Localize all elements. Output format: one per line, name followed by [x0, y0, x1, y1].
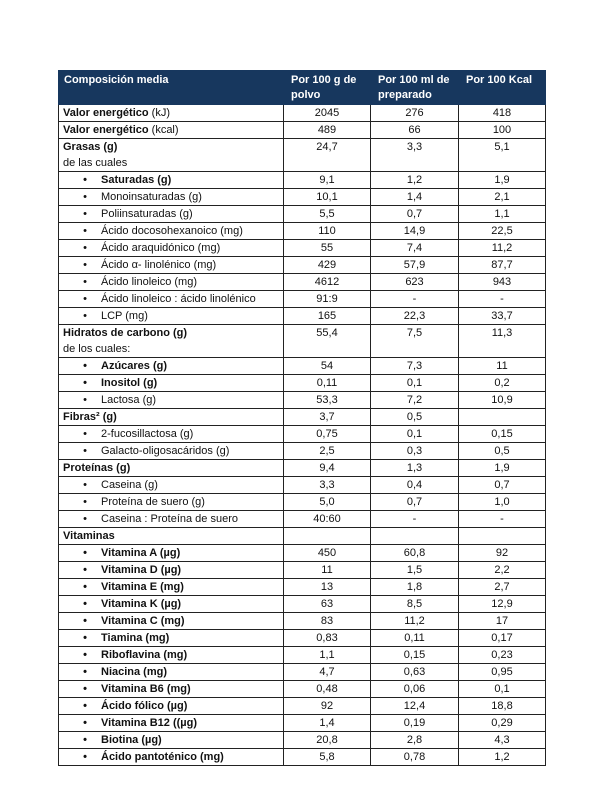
row-label: Valor energético [63, 124, 149, 136]
bullet-icon: • [83, 717, 87, 729]
row-label: Tiamina (mg) [101, 632, 170, 644]
value-per-100kcal: 0,5 [459, 443, 546, 460]
row-label: Vitamina C (mg) [101, 615, 185, 627]
value-per-100kcal: 0,23 [459, 647, 546, 664]
value-per-100ml: 0,78 [371, 749, 459, 766]
value-per-100g: 9,1 [284, 172, 371, 189]
bullet-icon: • [83, 751, 87, 763]
row-label-cell [59, 732, 284, 749]
row-sublabel: de las cuales [63, 157, 128, 169]
value-per-100g: 91:9 [284, 291, 371, 308]
header-per-100ml-prepared: Por 100 ml de preparado [371, 71, 459, 105]
row-label: Saturadas (g) [101, 174, 172, 186]
table-row [59, 596, 546, 613]
value-per-100g: 92 [284, 698, 371, 715]
row-label-cell [59, 257, 284, 274]
row-label-cell [59, 596, 284, 613]
table-header [59, 71, 546, 105]
value-per-100g: 55,4 [284, 325, 371, 358]
row-label-cell [59, 545, 284, 562]
value-per-100kcal: 418 [459, 105, 546, 122]
value-per-100g: 20,8 [284, 732, 371, 749]
row-label: Ácido docosohexanoico (mg) [101, 225, 243, 237]
row-label-cell [59, 409, 284, 426]
bullet-icon: • [83, 496, 87, 508]
row-label-cell [59, 172, 284, 189]
value-per-100g: 83 [284, 613, 371, 630]
row-label-cell [59, 291, 284, 308]
value-per-100g: 24,7 [284, 139, 371, 172]
table-row [59, 698, 546, 715]
table-row [59, 392, 546, 409]
value-per-100ml: 1,2 [371, 172, 459, 189]
row-label-cell [59, 122, 284, 139]
value-per-100g: 1,4 [284, 715, 371, 732]
value-per-100ml: 7,5 [371, 325, 459, 358]
value-per-100ml: 0,7 [371, 494, 459, 511]
value-per-100ml: 1,3 [371, 460, 459, 477]
value-per-100ml: 0,63 [371, 664, 459, 681]
row-label: Caseina : Proteína de suero [101, 513, 238, 525]
row-label: Valor energético [63, 107, 149, 119]
value-per-100g: 53,3 [284, 392, 371, 409]
table-row [59, 223, 546, 240]
row-label-cell [59, 647, 284, 664]
value-per-100ml: 1,8 [371, 579, 459, 596]
value-per-100ml: 0,7 [371, 206, 459, 223]
bullet-icon: • [83, 191, 87, 203]
row-label-cell [59, 206, 284, 223]
value-per-100kcal: 18,8 [459, 698, 546, 715]
row-label-cell [59, 308, 284, 325]
value-per-100ml: 2,8 [371, 732, 459, 749]
row-label-cell [59, 240, 284, 257]
header-composition: Composición media [59, 71, 284, 105]
value-per-100kcal: 1,0 [459, 494, 546, 511]
table-row [59, 172, 546, 189]
row-label-cell [59, 715, 284, 732]
value-per-100ml: 7,2 [371, 392, 459, 409]
value-per-100kcal [459, 409, 546, 426]
bullet-icon: • [83, 547, 87, 559]
value-per-100ml: 3,3 [371, 139, 459, 172]
row-label-cell [59, 274, 284, 291]
table-row [59, 257, 546, 274]
row-label: Ácido linoleico (mg) [101, 276, 197, 288]
value-per-100kcal: - [459, 291, 546, 308]
value-per-100g: 63 [284, 596, 371, 613]
table-row [59, 139, 546, 172]
table-row [59, 460, 546, 477]
value-per-100ml: 57,9 [371, 257, 459, 274]
table-row [59, 274, 546, 291]
value-per-100kcal: 1,2 [459, 749, 546, 766]
table-row [59, 409, 546, 426]
value-per-100ml: 0,3 [371, 443, 459, 460]
row-label-cell [59, 460, 284, 477]
table-row [59, 664, 546, 681]
value-per-100kcal: 87,7 [459, 257, 546, 274]
value-per-100ml: - [371, 291, 459, 308]
value-per-100g: 165 [284, 308, 371, 325]
row-label-cell [59, 426, 284, 443]
row-label-cell [59, 698, 284, 715]
value-per-100kcal: 2,1 [459, 189, 546, 206]
value-per-100g: 5,5 [284, 206, 371, 223]
value-per-100g: 54 [284, 358, 371, 375]
value-per-100g: 429 [284, 257, 371, 274]
row-label: Azúcares (g) [101, 360, 168, 372]
value-per-100kcal: 11,3 [459, 325, 546, 358]
bullet-icon: • [83, 377, 87, 389]
row-label: Hidratos de carbono (g) [63, 327, 188, 339]
row-label: Poliinsaturadas (g) [101, 208, 193, 220]
value-per-100kcal: 92 [459, 545, 546, 562]
value-per-100g: 3,7 [284, 409, 371, 426]
row-label-cell [59, 664, 284, 681]
value-per-100ml: 0,15 [371, 647, 459, 664]
row-label-cell [59, 511, 284, 528]
row-label: Biotina (µg) [101, 734, 162, 746]
value-per-100ml [371, 528, 459, 545]
value-per-100g: 5,0 [284, 494, 371, 511]
value-per-100g: 4612 [284, 274, 371, 291]
bullet-icon: • [83, 360, 87, 372]
value-per-100ml: 22,3 [371, 308, 459, 325]
value-per-100g: 2,5 [284, 443, 371, 460]
row-label: LCP (mg) [101, 310, 148, 322]
bullet-icon: • [83, 700, 87, 712]
row-sublabel: de los cuales: [63, 343, 131, 355]
value-per-100kcal: 12,9 [459, 596, 546, 613]
row-label: Monoinsaturadas (g) [101, 191, 202, 203]
value-per-100kcal: 0,29 [459, 715, 546, 732]
value-per-100g: 0,75 [284, 426, 371, 443]
row-label: Riboflavina (mg) [101, 649, 188, 661]
bullet-icon: • [83, 428, 87, 440]
value-per-100ml: 1,5 [371, 562, 459, 579]
value-per-100kcal: 1,9 [459, 460, 546, 477]
table-row [59, 562, 546, 579]
row-label-cell [59, 392, 284, 409]
table-row [59, 494, 546, 511]
row-label: Vitaminas [63, 530, 115, 542]
table-row [59, 308, 546, 325]
value-per-100kcal: 33,7 [459, 308, 546, 325]
table-row [59, 105, 546, 122]
value-per-100g: 9,4 [284, 460, 371, 477]
bullet-icon: • [83, 276, 87, 288]
row-label-cell [59, 528, 284, 545]
row-label: Vitamina D (µg) [101, 564, 182, 576]
row-label: Vitamina B12 ((µg) [101, 717, 197, 729]
table-row [59, 477, 546, 494]
row-label: Proteínas (g) [63, 462, 131, 474]
table-body [59, 105, 546, 766]
row-label-cell [59, 325, 284, 358]
row-label: Ácido linoleico : ácido linolénico [101, 293, 256, 305]
value-per-100g: 450 [284, 545, 371, 562]
row-label-cell [59, 105, 284, 122]
value-per-100kcal: - [459, 511, 546, 528]
value-per-100ml: 7,3 [371, 358, 459, 375]
row-label-cell [59, 613, 284, 630]
row-label: Ácido α- linolénico (mg) [101, 259, 217, 271]
value-per-100ml: 0,11 [371, 630, 459, 647]
row-label: Vitamina A (µg) [101, 547, 181, 559]
row-label: 2-fucosillactosa (g) [101, 428, 194, 440]
value-per-100kcal: 0,17 [459, 630, 546, 647]
value-per-100ml: 276 [371, 105, 459, 122]
value-per-100g: 11 [284, 562, 371, 579]
bullet-icon: • [83, 208, 87, 220]
row-label-cell [59, 494, 284, 511]
value-per-100ml: - [371, 511, 459, 528]
value-per-100ml: 0,1 [371, 375, 459, 392]
bullet-icon: • [83, 479, 87, 491]
table-row [59, 511, 546, 528]
value-per-100kcal: 0,2 [459, 375, 546, 392]
table-row [59, 732, 546, 749]
row-unit: (kJ) [151, 107, 170, 119]
value-per-100kcal: 17 [459, 613, 546, 630]
bullet-icon: • [83, 259, 87, 271]
row-label: Niacina (mg) [101, 666, 168, 678]
row-label: Ácido pantoténico (mg) [101, 751, 224, 763]
row-label-cell [59, 579, 284, 596]
row-label-cell [59, 189, 284, 206]
table-row [59, 528, 546, 545]
bullet-icon: • [83, 242, 87, 254]
value-per-100g: 3,3 [284, 477, 371, 494]
value-per-100kcal [459, 528, 546, 545]
table-row [59, 647, 546, 664]
bullet-icon: • [83, 293, 87, 305]
row-label-cell [59, 477, 284, 494]
value-per-100kcal: 0,15 [459, 426, 546, 443]
value-per-100kcal: 0,1 [459, 681, 546, 698]
row-label: Lactosa (g) [101, 394, 157, 406]
value-per-100g: 0,11 [284, 375, 371, 392]
row-label: Vitamina E (mg) [101, 581, 184, 593]
bullet-icon: • [83, 649, 87, 661]
table-row [59, 122, 546, 139]
value-per-100g: 40:60 [284, 511, 371, 528]
bullet-icon: • [83, 174, 87, 186]
value-per-100g: 5,8 [284, 749, 371, 766]
row-label-cell [59, 139, 284, 172]
value-per-100ml: 7,4 [371, 240, 459, 257]
value-per-100g: 110 [284, 223, 371, 240]
value-per-100kcal: 10,9 [459, 392, 546, 409]
value-per-100g: 2045 [284, 105, 371, 122]
value-per-100ml: 623 [371, 274, 459, 291]
row-label: Vitamina K (µg) [101, 598, 182, 610]
value-per-100kcal: 2,7 [459, 579, 546, 596]
row-label: Vitamina B6 (mg) [101, 683, 191, 695]
bullet-icon: • [83, 394, 87, 406]
value-per-100g: 10,1 [284, 189, 371, 206]
row-label: Ácido araquidónico (mg) [101, 242, 221, 254]
bullet-icon: • [83, 666, 87, 678]
row-label-cell [59, 223, 284, 240]
value-per-100g: 4,7 [284, 664, 371, 681]
table-row [59, 443, 546, 460]
row-label-cell [59, 443, 284, 460]
value-per-100g [284, 528, 371, 545]
row-label: Galacto-oligosacáridos (g) [101, 445, 230, 457]
table-row [59, 579, 546, 596]
value-per-100g: 0,48 [284, 681, 371, 698]
value-per-100g: 1,1 [284, 647, 371, 664]
table-row [59, 325, 546, 358]
table-row [59, 426, 546, 443]
value-per-100g: 489 [284, 122, 371, 139]
table-row [59, 375, 546, 392]
row-label-cell [59, 375, 284, 392]
value-per-100ml: 0,06 [371, 681, 459, 698]
bullet-icon: • [83, 513, 87, 525]
value-per-100g: 13 [284, 579, 371, 596]
value-per-100g: 55 [284, 240, 371, 257]
value-per-100ml: 60,8 [371, 545, 459, 562]
value-per-100kcal: 1,9 [459, 172, 546, 189]
bullet-icon: • [83, 225, 87, 237]
value-per-100kcal: 11,2 [459, 240, 546, 257]
table-row [59, 630, 546, 647]
value-per-100ml: 11,2 [371, 613, 459, 630]
table-row [59, 291, 546, 308]
row-label: Grasas (g) [63, 141, 118, 153]
value-per-100kcal: 0,7 [459, 477, 546, 494]
row-label: Inositol (g) [101, 377, 158, 389]
value-per-100ml: 14,9 [371, 223, 459, 240]
header-row [59, 71, 546, 105]
table-row [59, 715, 546, 732]
bullet-icon: • [83, 581, 87, 593]
row-label: Proteína de suero (g) [101, 496, 205, 508]
value-per-100kcal: 1,1 [459, 206, 546, 223]
value-per-100ml: 0,5 [371, 409, 459, 426]
bullet-icon: • [83, 734, 87, 746]
bullet-icon: • [83, 445, 87, 457]
row-label: Caseina (g) [101, 479, 158, 491]
nutrition-table [58, 70, 546, 766]
value-per-100kcal: 4,3 [459, 732, 546, 749]
value-per-100kcal: 2,2 [459, 562, 546, 579]
value-per-100kcal: 943 [459, 274, 546, 291]
bullet-icon: • [83, 615, 87, 627]
row-label-cell [59, 562, 284, 579]
value-per-100g: 0,83 [284, 630, 371, 647]
table-row [59, 749, 546, 766]
row-label-cell [59, 749, 284, 766]
table-row [59, 206, 546, 223]
row-label-cell [59, 358, 284, 375]
value-per-100ml: 1,4 [371, 189, 459, 206]
header-per-100kcal: Por 100 Kcal [459, 71, 546, 105]
bullet-icon: • [83, 632, 87, 644]
nutrition-table-page [58, 70, 545, 766]
bullet-icon: • [83, 683, 87, 695]
row-unit: (kcal) [151, 124, 179, 136]
bullet-icon: • [83, 310, 87, 322]
value-per-100ml: 0,1 [371, 426, 459, 443]
table-row [59, 681, 546, 698]
table-row [59, 545, 546, 562]
header-per-100g-powder: Por 100 g de polvo [284, 71, 371, 105]
table-row [59, 613, 546, 630]
value-per-100ml: 66 [371, 122, 459, 139]
value-per-100kcal: 22,5 [459, 223, 546, 240]
value-per-100ml: 8,5 [371, 596, 459, 613]
value-per-100kcal: 5,1 [459, 139, 546, 172]
bullet-icon: • [83, 564, 87, 576]
table-row [59, 240, 546, 257]
table-row [59, 358, 546, 375]
value-per-100kcal: 0,95 [459, 664, 546, 681]
table-row [59, 189, 546, 206]
row-label-cell [59, 681, 284, 698]
value-per-100ml: 0,4 [371, 477, 459, 494]
row-label: Fibras² (g) [63, 411, 117, 423]
bullet-icon: • [83, 598, 87, 610]
value-per-100kcal: 11 [459, 358, 546, 375]
value-per-100ml: 0,19 [371, 715, 459, 732]
row-label: Ácido fólico (µg) [101, 700, 188, 712]
row-label-cell [59, 630, 284, 647]
value-per-100kcal: 100 [459, 122, 546, 139]
value-per-100ml: 12,4 [371, 698, 459, 715]
